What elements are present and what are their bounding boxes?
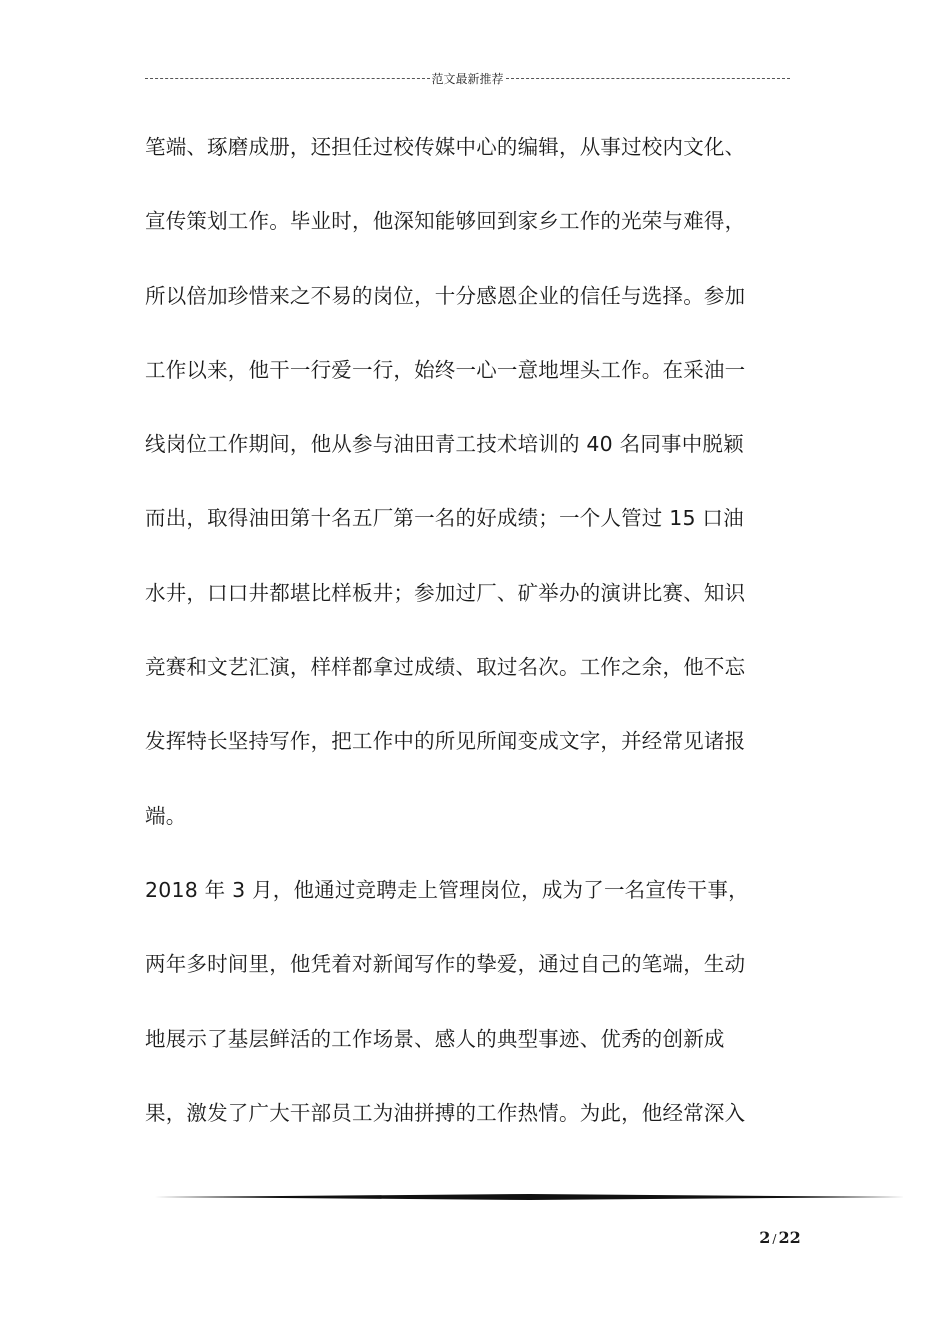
- text-line: 笔端、琢磨成册，还担任过校传媒中心的编辑，从事过校内文化、: [145, 135, 746, 159]
- text-line: 所以倍加珍惜来之不易的岗位，十分感恩企业的信任与选择。参加: [145, 283, 746, 308]
- text-line: 而出，取得油田第十名五厂第一名的好成绩；一个人管过 15 口油: [145, 506, 744, 531]
- text-line: 2018 年 3 月，他通过竞聘走上管理岗位，成为了一名宣传干事，: [145, 877, 749, 902]
- header-dash-right: [506, 78, 791, 79]
- page-total: 22: [778, 1228, 801, 1247]
- text-line: 线岗位工作期间，他从参与油田青工技术培训的 40 名同事中脱颖: [145, 432, 744, 457]
- text-line: 工作以来，他干一行爱一行，始终一心一意地埋头工作。在采油一: [145, 357, 746, 382]
- text-line: 水井，口口井都堪比样板井；参加过厂、矿举办的演讲比赛、知识: [145, 580, 746, 605]
- header-dash-left: [145, 78, 430, 79]
- text-line: 两年多时间里，他凭着对新闻写作的挚爱，通过自己的笔端，生动: [145, 952, 746, 977]
- text-line: 果，激发了广大干部员工为油拼搏的工作热情。为此，他经常深入: [145, 1100, 746, 1125]
- header-title: 范文最新推荐: [431, 71, 504, 86]
- footer-divider: [155, 1194, 905, 1200]
- text-line: 端。: [145, 803, 187, 828]
- document-body: [145, 110, 795, 1150]
- text-line: 竞赛和文艺汇演，样样都拿过成绩、取过名次。工作之余，他不忘: [145, 655, 746, 680]
- text-line: 发挥特长坚持写作，把工作中的所见所闻变成文字，并经常见诸报: [145, 729, 746, 754]
- page-header: [145, 68, 790, 88]
- text-line: 地展示了基层鲜活的工作场景、感人的典型事迹、优秀的创新成: [145, 1026, 725, 1051]
- page-number: [740, 1228, 820, 1247]
- page-current: 2: [759, 1228, 771, 1247]
- page-separator: /: [772, 1232, 777, 1246]
- text-line: 宣传策划工作。毕业时，他深知能够回到家乡工作的光荣与难得，: [145, 209, 746, 234]
